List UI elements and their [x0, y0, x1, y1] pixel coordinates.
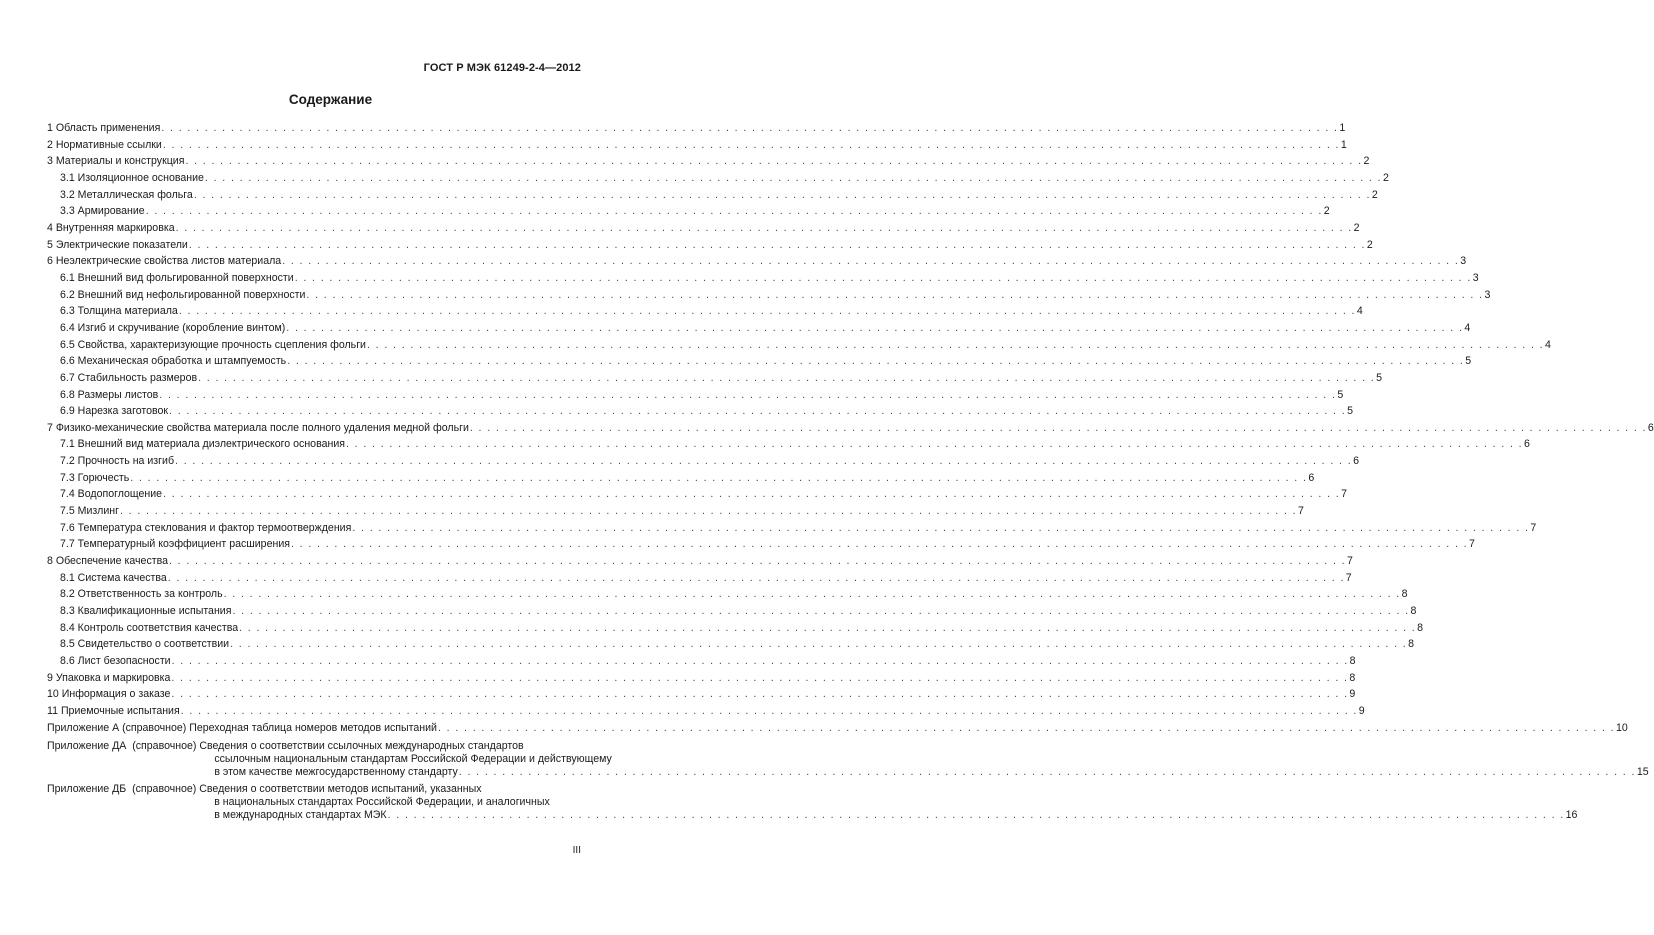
toc-entry-label: 5 Электрические показатели — [47, 238, 188, 251]
toc-entry-page: 7 — [1298, 505, 1304, 518]
toc-entry-page: 1 — [1339, 122, 1346, 134]
toc-entry-page: 3 — [1472, 271, 1479, 284]
toc-entry-7-1[interactable] — [47, 436, 1530, 453]
toc-leader-dots: . . . . . . . . . . . . . . . . . . . . . . . . . . . . . . . . . . . . . . . . . . . . . . . . . . . . . . . . . . . . . . . . . . . . . . . . . . . . . . . . . . . . . . . . . . . . . . . . . . . . . . . . . . . . . . . . . . . . . . . . . . . . . . . . . . . . . . . . — [290, 538, 1469, 551]
toc-leader-dots: . . . . . . . . . . . . . . . . . . . . . . . . . . . . . . . . . . . . . . . . . . . . . . . . . . . . . . . . . . . . . . . . . . . . . . . . . . . . . . . . . . . . . . . . . . . . . . . . . . . . . . . . . . . . . . . . . . . . . . . . . . . . . . . . . . . . . . . . — [175, 221, 1353, 234]
toc-entry-page: 15 — [1636, 766, 1649, 779]
toc-entry-label: 6.6 Механическая обработка и штампуемость — [60, 355, 287, 368]
toc-entry-10[interactable] — [47, 686, 1356, 703]
toc-entry-page: 6 — [1647, 421, 1654, 434]
toc-entry-page: 8 — [1417, 621, 1424, 634]
toc-entry-page: 2 — [1323, 205, 1330, 218]
toc-leader-dots: . . . . . . . . . . . . . . . . . . . . . . . . . . . . . . . . . . . . . . . . . . . . . . . . . . . . . . . . . . . . . . . . . . . . . . . . . . . . . . . . . . . . . . . . . . . . . . . . . . . . . . . . . . . . . . . . . . . . . . . . . . . . . . . . . . . . . . . . — [193, 188, 1371, 201]
table-of-contents — [47, 120, 1654, 822]
toc-entry-label: 7.4 Водопоглощение — [60, 488, 163, 501]
toc-leader-dots: . . . . . . . . . . . . . . . . . . . . . . . . . . . . . . . . . . . . . . . . . . . . . . . . . . . . . . . . . . . . . . . . . . . . . . . . . . . . . . . . . . . . . . . . . . . . . . . . . . . . . . . . . . . . . . . . . . . . . . . . . . . . . . . . . . . . . . . . — [169, 405, 1347, 418]
toc-entry-3-1[interactable] — [47, 170, 1389, 187]
toc-leader-dots: . . . . . . . . . . . . . . . . . . . . . . . . . . . . . . . . . . . . . . . . . . . . . . . . . . . . . . . . . . . . . . . . . . . . . . . . . . . . . . . . . . . . . . . . . . . . . . . . . . . . . . . . . . . . . . . . . . . . . . . . . . . . . . . . . . . . . . . . — [130, 471, 1308, 484]
toc-entry-label: 7 Физико-механические свойства материала после полного удаления медной фольги — [47, 421, 469, 434]
toc-entry-2[interactable] — [47, 137, 1347, 154]
document-header: ГОСТ Р МЭК 61249-2-4—2012 — [423, 62, 581, 74]
toc-leader-dots: . . . . . . . . . . . . . . . . . . . . . . . . . . . . . . . . . . . . . . . . . . . . . . . . . . . . . . . . . . . . . . . . . . . . . . . . . . . . . . . . . . . . . . . . . . . . . . . . . . . . . . . . . . . . . . . . . . . . . . . . . . . . . . . . . . . . . . . . — [171, 688, 1349, 701]
toc-entry-label: 8.3 Квалификационные испытания — [60, 605, 232, 618]
toc-leader-dots: . . . . . . . . . . . . . . . . . . . . . . . . . . . . . . . . . . . . . . . . . . . . . . . . . . . . . . . . . . . . . . . . . . . . . . . . . . . . . . . . . . . . . . . . . . . . . . . . . . . . . . . . . . . . . . . . . . . . . . . . . . . . . . . . . . . . . . . . — [239, 621, 1417, 634]
toc-entry-6-8[interactable] — [47, 387, 1344, 404]
toc-leader-dots: . . . . . . . . . . . . . . . . . . . . . . . . . . . . . . . . . . . . . . . . . . . . . . . . . . . . . . . . . . . . . . . . . . . . . . . . . . . . . . . . . . . . . . . . . . . . . . . . . . . . . . . . . . . . . . . . . . . . . . . . . . . . . . . . . . . . . . . . — [162, 138, 1340, 151]
toc-entry-label: 3.2 Металлическая фольга — [60, 188, 193, 201]
toc-leader-dots: . . . . . . . . . . . . . . . . . . . . . . . . . . . . . . . . . . . . . . . . . . . . . . . . . . . . . . . . . . . . . . . . . . . . . . . . . . . . . . . . . . . . . . . . . . . . . . . . . . . . . . . . . . . . . . . . . . . . . . . . . . . . . . . . . . . . . . . . — [352, 521, 1530, 534]
toc-entry-label: 4 Внутренняя маркировка — [47, 221, 175, 234]
toc-entry-7[interactable] — [47, 420, 1654, 437]
toc-entry-6-9[interactable] — [47, 403, 1353, 420]
annex-label: Приложение ДБ — [47, 783, 127, 796]
toc-leader-dots: . . . . . . . . . . . . . . . . . . . . . . . . . . . . . . . . . . . . . . . . . . . . . . . . . . . . . . . . . . . . . . . . . . . . . . . . . . . . . . . . . . . . . . . . . . . . . . . . . . . . . . . . . . . . . . . . . . . . . . . . . . . . . . . . . . . . . . . . — [294, 271, 1472, 284]
toc-leader-dots: . . . . . . . . . . . . . . . . . . . . . . . . . . . . . . . . . . . . . . . . . . . . . . . . . . . . . . . . . . . . . . . . . . . . . . . . . . . . . . . . . . . . . . . . . . . . . . . . . . . . . . . . . . . . . . . . . . . . . . . . . . . . . . . . . . . . . . . . — [185, 155, 1363, 168]
annex-line-text: ссылочным национальным стандартам Российской Федерации и действующему — [214, 753, 612, 766]
toc-leader-dots: . . . . . . . . . . . . . . . . . . . . . . . . . . . . . . . . . . . . . . . . . . . . . . . . . . . . . . . . . . . . . . . . . . . . . . . . . . . . . . . . . . . . . . . . . . . . . . . . . . . . . . . . . . . . . . . . . . . . . . . . . . . . . . . . . . . . . . . . — [178, 305, 1356, 318]
toc-entry-page: 7 — [1345, 571, 1352, 584]
toc-entry-page: 6 — [1353, 455, 1359, 468]
toc-leader-dots: . . . . . . . . . . . . . . . . . . . . . . . . . . . . . . . . . . . . . . . . . . . . . . . . . . . . . . . . . . . . . . . . . . . . . . . . . . . . . . . . . . . . . . . . . . . . . . . . . . . . . . . . . . . . . . . . . . . . . . . . . . . . . . . . . . . . . . . . — [306, 288, 1484, 301]
annex-line-text: (справочное) Сведения о соответствии методов испытаний, указанных — [132, 783, 482, 796]
toc-leader-dots: . . . . . . . . . . . . . . . . . . . . . . . . . . . . . . . . . . . . . . . . . . . . . . . . . . . . . . . . . . . . . . . . . . . . . . . . . . . . . . . . . . . . . . . . . . . . . . . . . . . . . . . . . . . . . . . . . . . . . . . . . . . . . . . . . . . . . . . . — [282, 255, 1460, 268]
toc-leader-dots: . . . . . . . . . . . . . . . . . . . . . . . . . . . . . . . . . . . . . . . . . . . . . . . . . . . . . . . . . . . . . . . . . . . . . . . . . . . . . . . . . . . . . . . . . . . . . . . . . . . . . . . . . . . . . . . . . . . . . . . . . . . . . . . . . . . . . . . . — [119, 505, 1297, 518]
toc-entry-page: 7 — [1341, 488, 1348, 501]
toc-entry-label: 8.4 Контроль соответствия качества — [60, 621, 239, 634]
toc-entry-page: 6 — [1524, 438, 1530, 451]
toc-entry-page: 8 — [1349, 671, 1356, 684]
toc-entry-7-6[interactable] — [47, 520, 1537, 537]
toc-entry-label: 9 Упаковка и маркировка — [47, 671, 171, 684]
toc-leader-dots: . . . . . . . . . . . . . . . . . . . . . . . . . . . . . . . . . . . . . . . . . . . . . . . . . . . . . . . . . . . . . . . . . . . . . . . . . . . . . . . . . . . . . . . . . . . . . . . . . . . . . . . . . . . . . . . . . . . . . . . . . . . . . . . . . . . . . . . . — [163, 488, 1341, 501]
toc-entry-8-3[interactable] — [47, 603, 1417, 620]
toc-entry-annex-da[interactable] — [47, 740, 1649, 779]
toc-entry-6-6[interactable] — [47, 353, 1472, 370]
toc-entry-5[interactable] — [47, 237, 1373, 254]
toc-entry-7-5[interactable] — [47, 503, 1304, 520]
toc-entry-page: 7 — [1530, 521, 1537, 534]
annex-line — [126, 766, 1648, 779]
toc-entry-page: 5 — [1465, 355, 1472, 368]
toc-entry-8-5[interactable] — [47, 636, 1415, 653]
toc-entry-page: 8 — [1408, 638, 1415, 651]
toc-entry-page: 5 — [1337, 388, 1344, 401]
toc-entry-page: 6 — [1308, 471, 1315, 484]
toc-entry-6-2[interactable] — [47, 287, 1491, 304]
toc-entry-label: Приложение А (справочное) Переходная таблица номеров методов испытаний — [47, 721, 437, 734]
annex-label: Приложение ДА — [47, 740, 127, 753]
toc-leader-dots: . . . . . . . . . . . . . . . . . . . . . . . . . . . . . . . . . . . . . . . . . . . . . . . . . . . . . . . . . . . . . . . . . . . . . . . . . . . . . . . . . . . . . . . . . . . . . . . . . . . . . . . . . . . . . . . . . . . . . . . . . . . . . . . . . . . . . . . . — [161, 122, 1339, 134]
toc-entry-page: 8 — [1401, 588, 1408, 601]
toc-leader-dots: . . . . . . . . . . . . . . . . . . . . . . . . . . . . . . . . . . . . . . . . . . . . . . . . . . . . . . . . . . . . . . . . . . . . . . . . . . . . . . . . . . . . . . . . . . . . . . . . . . . . . . . . . . . . . . . . . . . . . . . . . . . . . . . . . . . . . . . . — [171, 671, 1349, 684]
toc-entry-page: 2 — [1366, 238, 1373, 251]
toc-entry-page: 9 — [1349, 688, 1356, 701]
annex-line — [126, 740, 1648, 753]
toc-entry-6[interactable] — [47, 253, 1467, 270]
toc-entry-page: 2 — [1371, 188, 1378, 201]
toc-entry-label: 3.1 Изоляционное основание — [60, 171, 204, 184]
toc-leader-dots: . . . . . . . . . . . . . . . . . . . . . . . . . . . . . . . . . . . . . . . . . . . . . . . . . . . . . . . . . . . . . . . . . . . . . . . . . . . . . . . . . . . . . . . . . . . . . . . . . . . . . . . . . . . . . . . . . . . . . . . . . . . . . . . . . . . . . . . . — [230, 638, 1408, 651]
toc-entry-6-1[interactable] — [47, 270, 1479, 287]
toc-entry-label: 6.4 Изгиб и скручивание (коробление винтом) — [60, 321, 286, 334]
toc-entry-label: 6 Неэлектрические свойства листов материала — [47, 255, 282, 268]
toc-entry-label: 11 Приемочные испытания — [47, 704, 180, 717]
toc-entry-label: 6.5 Свойства, характеризующие прочность сцепления фольги — [60, 338, 366, 351]
toc-entry-annex-db[interactable] — [47, 783, 1578, 822]
toc-entry-6-3[interactable] — [47, 303, 1363, 320]
toc-entry-7-7[interactable] — [47, 536, 1475, 553]
toc-entry-6-4[interactable] — [47, 320, 1471, 337]
toc-entry-label: 6.2 Внешний вид нефольгированной поверхности — [60, 288, 306, 301]
toc-entry-label: 6.1 Внешний вид фольгированной поверхности — [60, 271, 294, 284]
toc-leader-dots: . . . . . . . . . . . . . . . . . . . . . . . . . . . . . . . . . . . . . . . . . . . . . . . . . . . . . . . . . . . . . . . . . . . . . . . . . . . . . . . . . . . . . . . . . . . . . . . . . . . . . . . . . . . . . . . . . . . . . . . . . . . . . . . . . . . . . . . . — [232, 605, 1410, 618]
toc-leader-dots: . . . . . . . . . . . . . . . . . . . . . . . . . . . . . . . . . . . . . . . . . . . . . . . . . . . . . . . . . . . . . . . . . . . . . . . . . . . . . . . . . . . . . . . . . . . . . . . . . . . . . . . . . . . . . . . . . . . . . . . . . . . . . . . . . . . . . . . . — [286, 321, 1464, 334]
annex-body — [126, 740, 1648, 779]
toc-entry-9[interactable] — [47, 670, 1356, 687]
annex-line-text: в международных стандартах МЭК — [214, 809, 387, 822]
toc-entry-label: 6.7 Стабильность размеров — [60, 371, 198, 384]
toc-entry-3-3[interactable] — [47, 203, 1330, 220]
toc-entry-label: 6.8 Размеры листов — [60, 388, 159, 401]
toc-entry-page: 9 — [1358, 704, 1365, 717]
toc-entry-annex-a[interactable] — [47, 720, 1628, 737]
annex-line — [126, 809, 1577, 822]
toc-entry-8[interactable] — [47, 553, 1353, 570]
toc-entry-label: 8.1 Система качества — [60, 571, 167, 584]
toc-entry-6-5[interactable] — [47, 337, 1551, 354]
toc-entry-page: 4 — [1356, 305, 1363, 318]
toc-entry-label: 7.7 Температурный коэффициент расширения — [60, 538, 290, 551]
toc-entry-3-2[interactable] — [47, 187, 1378, 204]
toc-leader-dots: . . . . . . . . . . . . . . . . . . . . . . . . . . . . . . . . . . . . . . . . . . . . . . . . . . . . . . . . . . . . . . . . . . . . . . . . . . . . . . . . . . . . . . . . . . . . . . . . . . . . . . . . . . . . . . . . . . . . . . . . . . . . . . . . . . . . . . . . — [171, 655, 1349, 667]
toc-leader-dots: . . . . . . . . . . . . . . . . . . . . . . . . . . . . . . . . . . . . . . . . . . . . . . . . . . . . . . . . . . . . . . . . . . . . . . . . . . . . . . . . . . . . . . . . . . . . . . . . . . . . . . . . . . . . . . . . . . . . . . . . . . . . . . . . . . . . . . . . — [469, 421, 1647, 434]
toc-leader-dots: . . . . . . . . . . . . . . . . . . . . . . . . . . . . . . . . . . . . . . . . . . . . . . . . . . . . . . . . . . . . . . . . . . . . . . . . . . . . . . . . . . . . . . . . . . . . . . . . . . . . . . . . . . . . . . . . . . . . . . . . . . . . . . . . . . . . . . . . — [204, 171, 1382, 184]
toc-entry-7-2[interactable] — [47, 453, 1359, 470]
toc-leader-dots: . . . . . . . . . . . . . . . . . . . . . . . . . . . . . . . . . . . . . . . . . . . . . . . . . . . . . . . . . . . . . . . . . . . . . . . . . . . . . . . . . . . . . . . . . . . . . . . . . . . . . . . . . . . . . . . . . . . . . . . . . . . . . . . . . . . . . . . . — [145, 205, 1323, 218]
page-number: III — [572, 845, 581, 856]
toc-entry-8-2[interactable] — [47, 586, 1408, 603]
toc-entry-8-6[interactable] — [47, 653, 1356, 670]
toc-leader-dots: . . . . . . . . . . . . . . . . . . . . . . . . . . . . . . . . . . . . . . . . . . . . . . . . . . . . . . . . . . . . . . . . . . . . . . . . . . . . . . . . . . . . . . . . . . . . . . . . . . . . . . . . . . . . . . . . . . . . . . . . . . . . . . . . . . . . . . . . — [387, 809, 1565, 822]
toc-entry-label: 7.5 Мизлинг — [60, 505, 119, 518]
toc-entry-11[interactable] — [47, 703, 1365, 720]
toc-entry-label: 7.1 Внешний вид материала диэлектрического основания — [60, 438, 345, 451]
toc-entry-page: 5 — [1376, 371, 1383, 384]
toc-leader-dots: . . . . . . . . . . . . . . . . . . . . . . . . . . . . . . . . . . . . . . . . . . . . . . . . . . . . . . . . . . . . . . . . . . . . . . . . . . . . . . . . . . . . . . . . . . . . . . . . . . . . . . . . . . . . . . . . . . . . . . . . . . . . . . . . . . . . . . . . — [458, 766, 1636, 779]
annex-line — [126, 796, 1577, 809]
toc-leader-dots: . . . . . . . . . . . . . . . . . . . . . . . . . . . . . . . . . . . . . . . . . . . . . . . . . . . . . . . . . . . . . . . . . . . . . . . . . . . . . . . . . . . . . . . . . . . . . . . . . . . . . . . . . . . . . . . . . . . . . . . . . . . . . . . . . . . . . . . . — [223, 588, 1401, 601]
toc-entry-7-4[interactable] — [47, 486, 1348, 503]
toc-entry-label: 7.2 Прочность на изгиб — [60, 455, 175, 468]
toc-entry-label: 8.2 Ответственность за контроль — [60, 588, 223, 601]
toc-entry-label: 7.6 Температура стеклования и фактор термоотверждения — [60, 521, 352, 534]
toc-entry-page: 4 — [1545, 338, 1551, 351]
toc-leader-dots: . . . . . . . . . . . . . . . . . . . . . . . . . . . . . . . . . . . . . . . . . . . . . . . . . . . . . . . . . . . . . . . . . . . . . . . . . . . . . . . . . . . . . . . . . . . . . . . . . . . . . . . . . . . . . . . . . . . . . . . . . . . . . . . . . . . . . . . . — [188, 238, 1366, 251]
toc-entry-page: 4 — [1464, 321, 1471, 334]
toc-entry-page: 7 — [1347, 555, 1353, 568]
toc-leader-dots: . . . . . . . . . . . . . . . . . . . . . . . . . . . . . . . . . . . . . . . . . . . . . . . . . . . . . . . . . . . . . . . . . . . . . . . . . . . . . . . . . . . . . . . . . . . . . . . . . . . . . . . . . . . . . . . . . . . . . . . . . . . . . . . . . . . . . . . . — [167, 571, 1345, 584]
toc-entry-label: 8.6 Лист безопасности — [60, 655, 171, 667]
toc-entry-page: 2 — [1382, 171, 1389, 184]
toc-leader-dots: . . . . . . . . . . . . . . . . . . . . . . . . . . . . . . . . . . . . . . . . . . . . . . . . . . . . . . . . . . . . . . . . . . . . . . . . . . . . . . . . . . . . . . . . . . . . . . . . . . . . . . . . . . . . . . . . . . . . . . . . . . . . . . . . . . . . . . . . — [180, 704, 1358, 717]
toc-leader-dots: . . . . . . . . . . . . . . . . . . . . . . . . . . . . . . . . . . . . . . . . . . . . . . . . . . . . . . . . . . . . . . . . . . . . . . . . . . . . . . . . . . . . . . . . . . . . . . . . . . . . . . . . . . . . . . . . . . . . . . . . . . . . . . . . . . . . . . . . — [287, 355, 1465, 368]
toc-entry-page: 7 — [1469, 538, 1475, 551]
toc-entry-label: 2 Нормативные ссылки — [47, 138, 162, 151]
annex-line — [126, 753, 1648, 766]
toc-leader-dots: . . . . . . . . . . . . . . . . . . . . . . . . . . . . . . . . . . . . . . . . . . . . . . . . . . . . . . . . . . . . . . . . . . . . . . . . . . . . . . . . . . . . . . . . . . . . . . . . . . . . . . . . . . . . . . . . . . . . . . . . . . . . . . . . . . . . . . . . — [169, 555, 1347, 568]
toc-entry-page: 8 — [1410, 605, 1417, 618]
toc-entry-page: 2 — [1363, 155, 1370, 168]
toc-leader-dots: . . . . . . . . . . . . . . . . . . . . . . . . . . . . . . . . . . . . . . . . . . . . . . . . . . . . . . . . . . . . . . . . . . . . . . . . . . . . . . . . . . . . . . . . . . . . . . . . . . . . . . . . . . . . . . . . . . . . . . . . . . . . . . . . . . . . . . . . — [175, 455, 1353, 468]
toc-entry-label: 10 Информация о заказе — [47, 688, 171, 701]
toc-entry-page: 3 — [1484, 288, 1491, 301]
toc-leader-dots: . . . . . . . . . . . . . . . . . . . . . . . . . . . . . . . . . . . . . . . . . . . . . . . . . . . . . . . . . . . . . . . . . . . . . . . . . . . . . . . . . . . . . . . . . . . . . . . . . . . . . . . . . . . . . . . . . . . . . . . . . . . . . . . . . . . . . . . . — [345, 438, 1524, 451]
annex-line-text: в национальных стандартах Российской Федерации, и аналогичных — [214, 796, 550, 809]
toc-entry-8-4[interactable] — [47, 620, 1424, 637]
toc-entry-label: 6.9 Нарезка заготовок — [60, 405, 169, 418]
annex-body — [126, 783, 1577, 822]
annex-line-text: в этом качестве межгосударственному стандарту — [214, 766, 458, 779]
toc-entry-page: 2 — [1353, 221, 1360, 234]
toc-entry-page: 3 — [1460, 255, 1467, 268]
toc-entry-label: 3 Материалы и конструкция — [47, 155, 185, 168]
toc-entry-3[interactable] — [47, 153, 1370, 170]
toc-leader-dots: . . . . . . . . . . . . . . . . . . . . . . . . . . . . . . . . . . . . . . . . . . . . . . . . . . . . . . . . . . . . . . . . . . . . . . . . . . . . . . . . . . . . . . . . . . . . . . . . . . . . . . . . . . . . . . . . . . . . . . . . . . . . . . . . . . . . . . . . — [437, 721, 1615, 734]
toc-entry-4[interactable] — [47, 220, 1360, 237]
toc-title: Содержание — [288, 92, 373, 107]
toc-entry-6-7[interactable] — [47, 370, 1383, 387]
toc-entry-page: 1 — [1340, 138, 1347, 151]
toc-entry-label: 3.3 Армирование — [60, 205, 145, 218]
toc-entry-label: 6.3 Толщина материала — [60, 305, 178, 318]
toc-entry-page: 5 — [1347, 405, 1353, 418]
toc-entry-8-1[interactable] — [47, 570, 1352, 587]
annex-line — [126, 783, 1577, 796]
toc-entry-label: 7.3 Горючесть — [60, 471, 130, 484]
toc-leader-dots: . . . . . . . . . . . . . . . . . . . . . . . . . . . . . . . . . . . . . . . . . . . . . . . . . . . . . . . . . . . . . . . . . . . . . . . . . . . . . . . . . . . . . . . . . . . . . . . . . . . . . . . . . . . . . . . . . . . . . . . . . . . . . . . . . . . . . . . . — [366, 338, 1545, 351]
toc-entry-label: 8.5 Свидетельство о соответствии — [60, 638, 230, 651]
toc-leader-dots: . . . . . . . . . . . . . . . . . . . . . . . . . . . . . . . . . . . . . . . . . . . . . . . . . . . . . . . . . . . . . . . . . . . . . . . . . . . . . . . . . . . . . . . . . . . . . . . . . . . . . . . . . . . . . . . . . . . . . . . . . . . . . . . . . . . . . . . . — [159, 388, 1337, 401]
toc-entry-label: 8 Обеспечение качества — [47, 555, 168, 568]
toc-entry-page: 8 — [1349, 655, 1356, 667]
annex-line-text: (справочное) Сведения о соответствии ссылочных международных стандартов — [132, 740, 524, 753]
toc-entry-page: 10 — [1615, 721, 1628, 734]
toc-leader-dots: . . . . . . . . . . . . . . . . . . . . . . . . . . . . . . . . . . . . . . . . . . . . . . . . . . . . . . . . . . . . . . . . . . . . . . . . . . . . . . . . . . . . . . . . . . . . . . . . . . . . . . . . . . . . . . . . . . . . . . . . . . . . . . . . . . . . . . . . — [198, 371, 1376, 384]
toc-entry-page: 16 — [1565, 809, 1578, 822]
toc-entry-7-3[interactable] — [47, 470, 1315, 487]
toc-entry-label: 1 Область применения — [47, 122, 161, 134]
toc-entry-1[interactable] — [47, 120, 1346, 137]
